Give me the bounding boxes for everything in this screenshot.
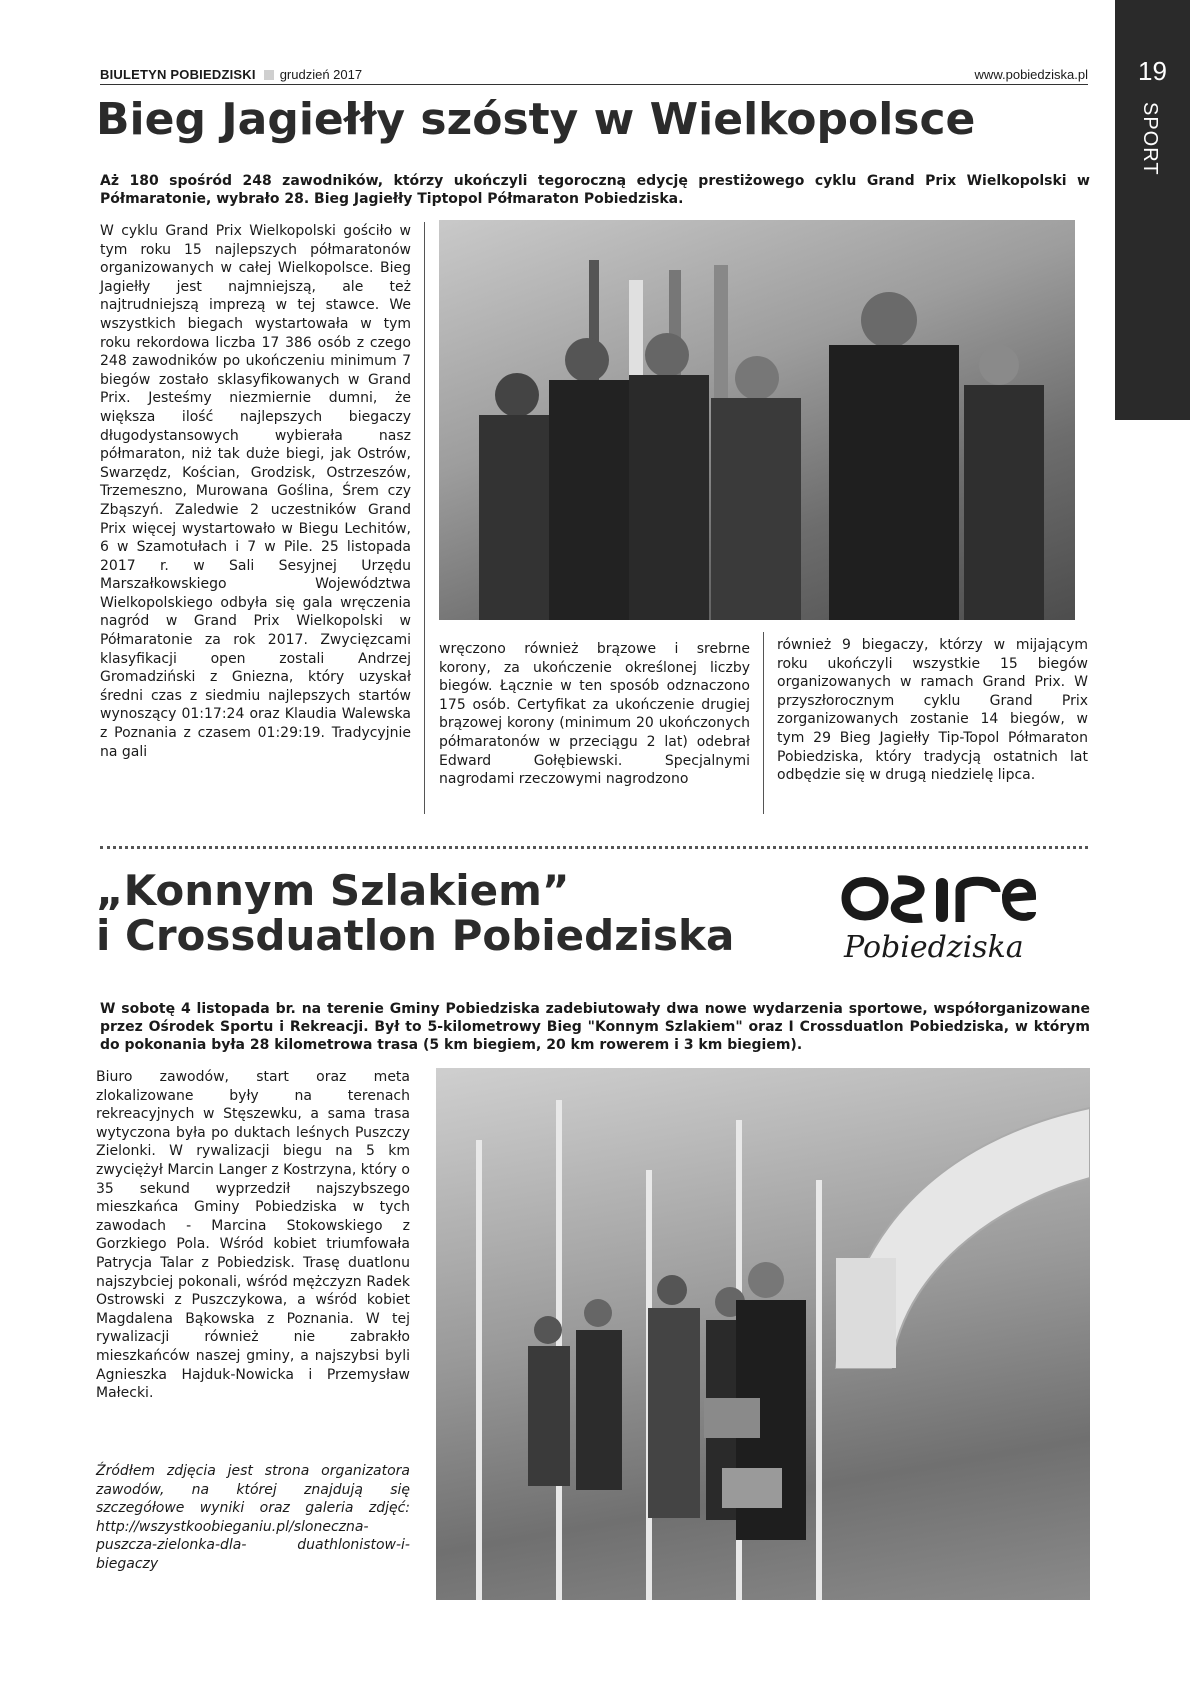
- osir-logo-mark: [836, 868, 1036, 930]
- header-publication: [100, 67, 362, 82]
- osir-logo: [836, 868, 1036, 978]
- section-tab: [1115, 0, 1190, 420]
- photo-source-note: Źródłem zdjęcia jest strona organizatora zawodów, na której znajdują się szczegółowe wyniki oraz galeria zdjęć: http://wszystkoobieganiu.pl/sloneczna-puszcza-zielonka-dla- duathlonistow-i-biegaczy: [96, 1463, 410, 1572]
- article2-title-line1: „Konnym Szlakiem”: [96, 866, 570, 915]
- article1-lead: Aż 180 spośród 248 zawodników, którzy ukończyli tegoroczną edycję prestiżowego cyklu Grand Prix Wielkopolski w Półmaratonie, wybrało 28. Bieg Jagiełły Tiptopol Półmaraton Pobiedziska.: [100, 173, 1090, 207]
- article2-title: [96, 868, 734, 959]
- logo-text: Pobiedziska: [844, 930, 1024, 965]
- website-link[interactable]: www.pobiedziska.pl: [974, 67, 1088, 82]
- section-label: SPORT: [1139, 102, 1161, 176]
- article1-title: Bieg Jagiełły szósty w Wielkopolsce: [96, 94, 976, 145]
- header-divider: [100, 84, 1088, 85]
- article1-column2: wręczono również brązowe i srebrne korony, za ukończenie określonej liczby biegów. Łącznie w ten sposób odznaczono 175 osób. Certyfikat za ukończenie drugiej brązowej korony (minimum 20 ukończonych półmaratonów w przeciągu 2 lat) odebrał Edward Gołębiewski. Specjalnymi nagrodami rzeczowymi nagrodzono: [439, 641, 750, 788]
- header-separator: [264, 70, 274, 80]
- article2-lead: W sobotę 4 listopada br. na terenie Gminy Pobiedziska zadebiutowały dwa nowe wydarzenia sportowe, współorganizowane przez Ośrodek Sportu i Rekreacji. Był to 5-kilometrowy Bieg "Konnym Szlakiem" oraz I Crossduatlon Pobiedziska, w którym do pokonania była 28 kilometrowa trasa (5 km biegiem, 20 km rowerem i 3 km biegiem).: [100, 1001, 1090, 1053]
- article1-column3: również 9 biegaczy, którzy w mijającym roku ukończyli wszystkie 15 biegów organizowanych w ramach Grand Prix. W przyszłorocznym cyklu Grand Prix zorganizowanych zostanie 14 biegów, w tym 29 Bieg Jagiełły Tip-Topol Półmaraton Pobiedziska, który tradycją ostatnich lat odbędzie się w drugą niedzielę lipca.: [777, 637, 1088, 784]
- column-divider: [424, 222, 425, 814]
- article2-title-line2: i Crossduatlon Pobiedziska: [96, 911, 735, 961]
- article2-body: Biuro zawodów, start oraz meta zlokalizowane były na terenach rekreacyjnych w Stęszewku, a sama trasa wytyczona była po duktach leśnych Puszczy Zielonki. W rywalizacji biegu na 5 km zwyciężył Marcin Langer z Kostrzyna, który o 35 sekund wyprzedził najszybszego mieszkańca Gminy Pobiedziska w tych zawodach - Marcina Stokowskiego z Gorzkiego Pola. Wśród kobiet triumfowała Patrycja Talar z Pobiedzisk. Trasę duatlonu najszybciej pokonali, wśród mężczyzn Radek Ostrowski z Puszczykowa, a wśród kobiet Magdalena Bąkowska z Poznania. W tej rywalizacji również nie zabrakło mieszkańców naszej gminy, a najszybsi byli Agnieszka Hajduk-Nowicka i Przemysław Małecki.: [96, 1069, 410, 1402]
- article1-column1: W cyklu Grand Prix Wielkopolski gościło w tym roku 15 najlepszych półmaratonów organizowanych w całej Wielkopolsce. Bieg Jagiełły jest najmniejszą, ale też najtrudniejszą imprezą w tej stawce. We wszystkich biegach wystartowała w tym roku rekordowa liczba 17 386 osób z czego 248 zawodników po ukończeniu minimum 7 biegów zostało sklasyfikowanych w Grand Prix. Jesteśmy niezmiernie dumni, że większa ilość najlepszych biegaczy długodystansowych wybierała nasz półmaraton, niż tak duże biegi, jak Ostrów, Swarzędz, Kościan, Grodzisk, Ostrzeszów, Trzemeszno, Murowana Goślina, Śrem czy Zbąszyń. Zaledwie 2 uczestników Grand Prix więcej wystartowało w Biegu Lechitów, 6 w Szamotułach i 7 w Pile. 25 listopada 2017 r. w Sali Sesyjnej Urzędu Marszałkowskiego Województwa Wielkopolskiego odbyła się gala wręczenia nagród w Grand Prix Wielkopolski w Półmaratonie za rok 2017. Zwycięzcami klasyfikacji open zostali Andrzej Gromadziński z Gniezna, który uzyskał średni czas z siedmiu najlepszych startów wynoszący 01:17:24 oraz Klaudia Walewska z Poznania z czasem 01:29:19. Tradycyjnie na gali: [100, 223, 411, 760]
- photo2-illustration: [436, 1068, 1090, 1600]
- page-number: 19: [1138, 56, 1167, 86]
- publication-name: BIULETYN POBIEDZISKI: [100, 67, 256, 82]
- race-winners-photo: [436, 1068, 1090, 1600]
- column-divider: [763, 632, 764, 814]
- article-separator: [100, 846, 1088, 849]
- issue-date: grudzień 2017: [279, 67, 363, 82]
- award-ceremony-photo: [439, 220, 1075, 620]
- photo1-illustration: [439, 220, 1075, 620]
